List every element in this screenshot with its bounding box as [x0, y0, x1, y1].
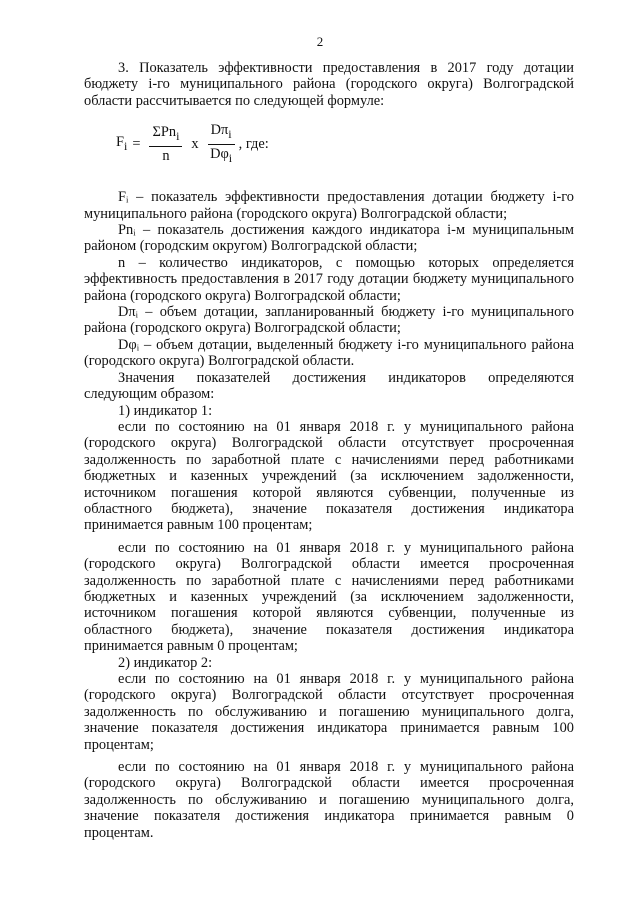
page-number: 2 — [316, 34, 324, 49]
definition-F: Fᵢ – показатель эффективности предоставления дотации бюджету i-го муниципального района (городского округа) Волгоградской области; — [84, 189, 574, 222]
formula-fraction-2 — [208, 122, 235, 166]
document-body — [84, 60, 574, 841]
fraction-2-numerator: $D\pi_i$ — [208, 122, 235, 144]
definition-n: n – количество индикаторов, с помощью которых определяется эффективность предоставления в 2017 году дотации бюджету муниципального района (городского округа) Волгоградской области; — [84, 254, 574, 304]
definition-Pn: Pnᵢ – показатель достижения каждого индикатора i-м муниципальным районом (городским округом) Волгоградской области; — [84, 222, 574, 255]
fraction-1-denominator: n — [162, 147, 170, 164]
values-intro: Значения показателей достижения индикаторов определяются следующим образом: — [84, 369, 574, 403]
indicator-1-case-present: если по состоянию на 01 января 2018 г. у муниципального района (городского округа) Волгоградской области имеется просроченная задолженность по заработной плате с начислениями перед работниками бюджетных и казенных учреждений (за исключением задолженности, источником погашения которой являются субвенции, полученные из областного бюджета), значение показателя достижения индикатора принимается равным 0 процентам; — [84, 539, 574, 655]
formula-fraction-1 — [149, 124, 182, 164]
formula-tail: , где: — [238, 136, 269, 153]
indicator-1-title: 1) индикатор 1: — [118, 402, 213, 419]
indicator-2-title: 2) индикатор 2: — [118, 654, 213, 671]
intro-paragraph: 3. Показатель эффективности предоставления в 2017 году дотации бюджету i-го муниципального района (городского округа) Волгоградской области рассчитывается по следующей формуле: — [84, 60, 574, 109]
indicator-2-case-present: если по состоянию на 01 января 2018 г. у муниципального района (городского округа) Волгоградской области имеется просроченная задолженность по обслуживанию и погашению муниципального долга, значение показателя достижения индикатора принимается равным 0 процентам. — [84, 759, 574, 841]
definition-Dphi: Dφᵢ – объем дотации, выделенный бюджету i-го муниципального района (городского округа) Волгоградской области. — [84, 336, 574, 370]
indicator-1-case-absent: если по состоянию на 01 января 2018 г. у муниципального района (городского округа) Волгоградской области отсутствует просроченная задолженность по заработной плате с начислениями перед работниками бюджетных и казенных учреждений (за исключением задолженности, источником погашения которой являются субвенции, полученные из областного бюджета), значение показателя достижения индикатора принимается равным 100 процентам; — [84, 418, 574, 534]
formula — [116, 122, 574, 166]
fraction-1-numerator: ΣPn$_i$ — [149, 124, 182, 146]
definition-Dpi: Dπᵢ – объем дотации, запланированный бюджету i-го муниципального района (городского округа) Волгоградской области; — [84, 304, 574, 337]
indicator-2-case-absent: если по состоянию на 01 января 2018 г. у муниципального района (городского округа) Волгоградской области отсутствует просроченная задолженность по обслуживанию и погашению муниципального долга, значение показателя достижения индикатора принимается равным 100 процентам; — [84, 671, 574, 753]
formula-lhs: $F_i$ — [116, 134, 128, 153]
fraction-2-denominator: $D\varphi_i$ — [210, 145, 233, 165]
formula-equals: = — [132, 136, 141, 153]
formula-times: x — [191, 136, 199, 153]
